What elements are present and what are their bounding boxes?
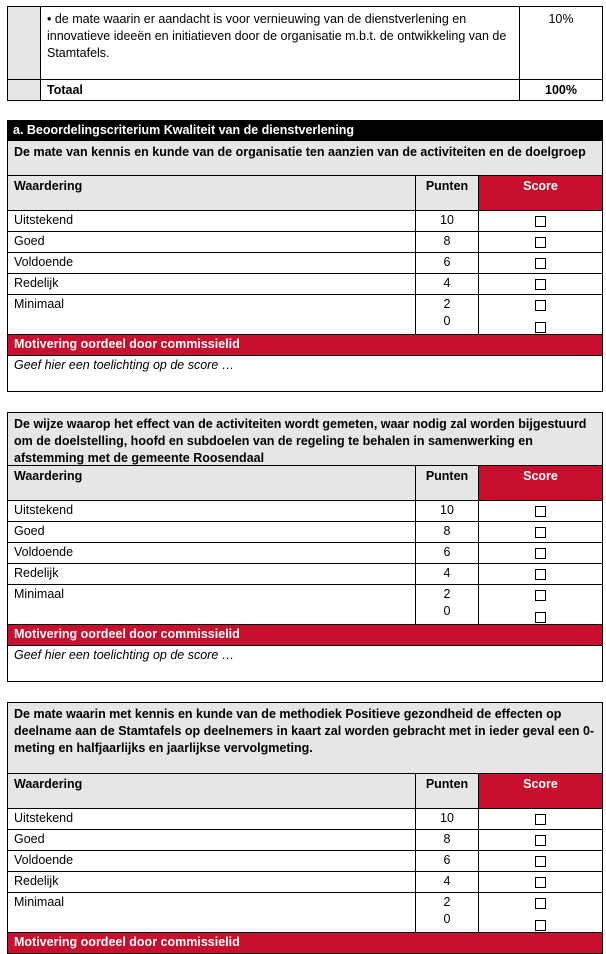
rating-points — [415, 210, 479, 232]
score-cell — [478, 850, 603, 872]
points-value: 8 — [443, 234, 451, 248]
rating-label: Minimaal — [7, 584, 416, 625]
rating-label: Uitstekend — [7, 808, 416, 830]
score-checkbox[interactable] — [535, 322, 546, 333]
rating-label: Uitstekend — [7, 500, 416, 522]
rating-label: Redelijk — [7, 871, 416, 893]
rating-label: Goed — [7, 231, 416, 253]
waardering-header: Waardering — [7, 773, 416, 809]
score-checkbox[interactable] — [535, 877, 546, 888]
points-value: 10 — [440, 213, 454, 227]
bullet-criterion-percent: 10% — [519, 6, 603, 80]
points-value: 0 — [443, 314, 451, 328]
motivering-input[interactable]: Geef hier een toelichting op de score … — [7, 645, 603, 682]
score-checkbox[interactable] — [535, 835, 546, 846]
rating-label: Minimaal — [7, 294, 416, 335]
score-checkbox[interactable] — [535, 612, 546, 623]
motivering-header: Motivering oordeel door commissielid — [7, 334, 603, 356]
points-value: 2 — [443, 297, 451, 311]
rating-points — [415, 871, 479, 893]
score-checkbox[interactable] — [535, 569, 546, 580]
rating-points — [415, 892, 479, 933]
rating-points — [415, 500, 479, 522]
criterion-question: De mate van kennis en kunde van de organisatie ten aanzien van de activiteiten en de doelgroep — [7, 140, 603, 176]
points-value: 0 — [443, 604, 451, 618]
motivering-header: Motivering oordeel door commissielid — [7, 932, 603, 954]
total-label: Totaal — [40, 79, 520, 101]
points-value: 8 — [443, 524, 451, 538]
score-cell — [478, 210, 603, 232]
rating-label: Voldoende — [7, 850, 416, 872]
points-value: 6 — [443, 255, 451, 269]
score-cell — [478, 871, 603, 893]
rating-points — [415, 563, 479, 585]
rating-points — [415, 850, 479, 872]
criterion-question: De mate waarin met kennis en kunde van de methodiek Positieve gezondheid de effecten op deelname aan de Stamtafels op deelnemers in kaart zal worden gebracht met in ieder geval een 0-meting en halfjaarlijks en jaarlijkse vervolgmeting. — [7, 702, 603, 774]
punten-header: Punten — [415, 773, 479, 809]
rating-points — [415, 231, 479, 253]
rating-label: Minimaal — [7, 892, 416, 933]
score-cell — [478, 521, 603, 543]
points-value: 2 — [443, 895, 451, 909]
score-checkbox[interactable] — [535, 527, 546, 538]
score-checkbox[interactable] — [535, 898, 546, 909]
score-header: Score — [478, 175, 603, 211]
bullet-criterion-text: • de mate waarin er aandacht is voor vernieuwing van de dienstverlening en innovatieve ideeën en initiatieven door de organisatie m.b.t. de ontwikkeling van de Stamtafels. — [40, 6, 520, 80]
score-checkbox[interactable] — [535, 590, 546, 601]
rating-points — [415, 829, 479, 851]
total-left-blank — [7, 79, 41, 101]
points-value: 2 — [443, 587, 451, 601]
points-value: 6 — [443, 545, 451, 559]
score-checkbox[interactable] — [535, 300, 546, 311]
criterion-question: De wijze waarop het effect van de activiteiten wordt gemeten, waar nodig zal worden bijgestuurd om de doelstelling, hoofd en subdoelen van de regeling te behalen in samenwerking en afstemming met de gemeente Roosendaal — [7, 412, 603, 466]
motivering-input[interactable]: Geef hier een toelichting op de score … — [7, 355, 603, 392]
points-value: 4 — [443, 276, 451, 290]
rating-points — [415, 521, 479, 543]
waardering-header: Waardering — [7, 175, 416, 211]
rating-points — [415, 252, 479, 274]
rating-points — [415, 584, 479, 625]
rating-label: Voldoende — [7, 252, 416, 274]
score-cell — [478, 892, 603, 933]
score-cell — [478, 231, 603, 253]
points-value: 4 — [443, 566, 451, 580]
rating-label: Redelijk — [7, 563, 416, 585]
score-cell — [478, 273, 603, 295]
score-checkbox[interactable] — [535, 920, 546, 931]
rating-label: Goed — [7, 829, 416, 851]
total-percent: 100% — [519, 79, 603, 101]
punten-header: Punten — [415, 465, 479, 501]
points-value: 0 — [443, 912, 451, 926]
score-checkbox[interactable] — [535, 216, 546, 227]
top-left-blank — [7, 6, 41, 80]
points-value: 8 — [443, 832, 451, 846]
score-cell — [478, 829, 603, 851]
waardering-header: Waardering — [7, 465, 416, 501]
score-cell — [478, 584, 603, 625]
rating-label: Voldoende — [7, 542, 416, 564]
rating-points — [415, 542, 479, 564]
score-cell — [478, 542, 603, 564]
rating-points — [415, 294, 479, 335]
score-checkbox[interactable] — [535, 548, 546, 559]
section-a-header: a. Beoordelingscriterium Kwaliteit van de dienstverlening — [7, 120, 603, 140]
score-cell — [478, 500, 603, 522]
points-value: 10 — [440, 503, 454, 517]
score-header: Score — [478, 773, 603, 809]
points-value: 10 — [440, 811, 454, 825]
score-cell — [478, 808, 603, 830]
score-header: Score — [478, 465, 603, 501]
rating-label: Redelijk — [7, 273, 416, 295]
motivering-header: Motivering oordeel door commissielid — [7, 624, 603, 646]
points-value: 6 — [443, 853, 451, 867]
rating-label: Goed — [7, 521, 416, 543]
score-checkbox[interactable] — [535, 856, 546, 867]
score-checkbox[interactable] — [535, 506, 546, 517]
points-value: 4 — [443, 874, 451, 888]
score-checkbox[interactable] — [535, 814, 546, 825]
score-cell — [478, 252, 603, 274]
score-cell — [478, 294, 603, 335]
rating-points — [415, 273, 479, 295]
rating-label: Uitstekend — [7, 210, 416, 232]
score-checkbox[interactable] — [535, 279, 546, 290]
score-checkbox[interactable] — [535, 237, 546, 248]
score-cell — [478, 563, 603, 585]
rating-points — [415, 808, 479, 830]
punten-header: Punten — [415, 175, 479, 211]
score-checkbox[interactable] — [535, 258, 546, 269]
